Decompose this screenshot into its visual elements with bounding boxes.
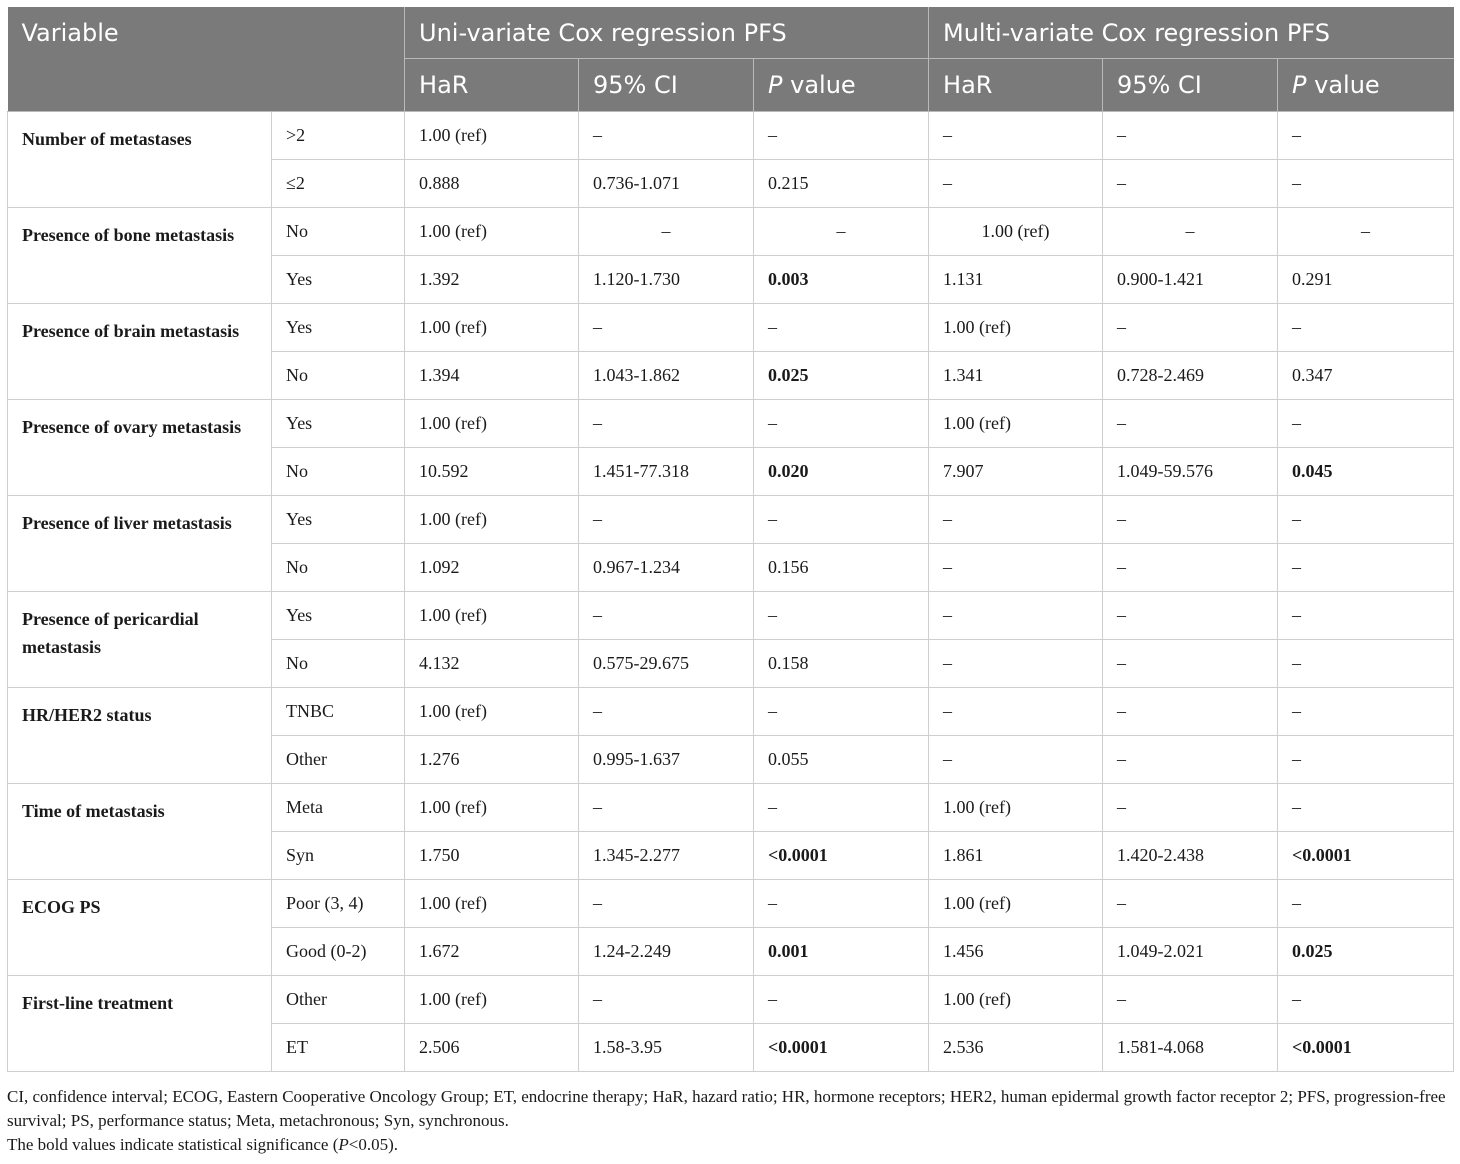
uni-p: – (754, 400, 929, 448)
multi-har: – (929, 160, 1103, 208)
multi-p: – (1278, 736, 1454, 784)
uni-ci: – (579, 112, 754, 160)
variable-name: Presence of ovary metastasis (8, 400, 272, 496)
uni-ci: – (579, 880, 754, 928)
multi-ci: – (1103, 304, 1278, 352)
uni-har: 1.00 (ref) (405, 496, 579, 544)
category: Yes (272, 400, 405, 448)
uni-har: 1.672 (405, 928, 579, 976)
multi-har: 7.907 (929, 448, 1103, 496)
multi-har: 1.00 (ref) (929, 400, 1103, 448)
multi-ci: – (1103, 208, 1278, 256)
multi-har: – (929, 592, 1103, 640)
multi-ci: – (1103, 112, 1278, 160)
uni-p: – (754, 208, 929, 256)
multi-p: – (1278, 976, 1454, 1024)
uni-har: 1.394 (405, 352, 579, 400)
multi-ci: 1.420-2.438 (1103, 832, 1278, 880)
variable-name: Time of metastasis (8, 784, 272, 880)
uni-har: 1.00 (ref) (405, 688, 579, 736)
uni-har: 1.00 (ref) (405, 304, 579, 352)
variable-name: Presence of liver metastasis (8, 496, 272, 592)
category: ET (272, 1024, 405, 1072)
multi-p: 0.291 (1278, 256, 1454, 304)
multi-ci: 0.728-2.469 (1103, 352, 1278, 400)
variable-name: Presence of bone metastasis (8, 208, 272, 304)
category: Meta (272, 784, 405, 832)
table-row (8, 208, 1454, 256)
table-row (8, 592, 1454, 640)
uni-p: 0.156 (754, 544, 929, 592)
footnote-abbreviations: CI, confidence interval; ECOG, Eastern Cooperative Oncology Group; ET, endocrine therapy; HaR, hazard ratio; HR, hormone receptors; HER2, human epidermal growth factor receptor 2; PFS, progression-free survival; PS, performance status; Meta, metachronous; Syn, synchronous. (7, 1087, 1446, 1130)
multi-har: 1.861 (929, 832, 1103, 880)
variable-name: Number of metastases (8, 112, 272, 208)
category: ≤2 (272, 160, 405, 208)
category: Yes (272, 256, 405, 304)
uni-har: 10.592 (405, 448, 579, 496)
uni-p: 0.003 (754, 256, 929, 304)
uni-ci: 1.120-1.730 (579, 256, 754, 304)
variable-name: ECOG PS (8, 880, 272, 976)
multi-ci: – (1103, 496, 1278, 544)
multi-har: 1.00 (ref) (929, 976, 1103, 1024)
uni-p: – (754, 880, 929, 928)
uni-p: – (754, 784, 929, 832)
category: Syn (272, 832, 405, 880)
uni-ci: – (579, 304, 754, 352)
table-row (8, 400, 1454, 448)
multi-har: 1.00 (ref) (929, 880, 1103, 928)
category: Yes (272, 496, 405, 544)
uni-ci: – (579, 784, 754, 832)
uni-har: 0.888 (405, 160, 579, 208)
multi-ci: – (1103, 784, 1278, 832)
table-row (8, 688, 1454, 736)
table-row (8, 880, 1454, 928)
uni-p: – (754, 112, 929, 160)
multi-p: – (1278, 544, 1454, 592)
table-row (8, 496, 1454, 544)
uni-har: 2.506 (405, 1024, 579, 1072)
uni-p: 0.001 (754, 928, 929, 976)
multi-ci: – (1103, 400, 1278, 448)
multi-har: – (929, 496, 1103, 544)
multi-har: – (929, 640, 1103, 688)
multi-p: – (1278, 688, 1454, 736)
uni-har: 1.00 (ref) (405, 208, 579, 256)
category: Other (272, 976, 405, 1024)
uni-p: – (754, 976, 929, 1024)
multi-p: – (1278, 112, 1454, 160)
uni-p: 0.215 (754, 160, 929, 208)
results-table-container (7, 7, 1453, 1072)
multi-ci: 1.049-2.021 (1103, 928, 1278, 976)
uni-p: – (754, 304, 929, 352)
multi-ci: – (1103, 736, 1278, 784)
uni-ci: 0.967-1.234 (579, 544, 754, 592)
uni-ci: – (579, 208, 754, 256)
cox-regression-table (7, 7, 1454, 1072)
category: Poor (3, 4) (272, 880, 405, 928)
uni-ci: – (579, 496, 754, 544)
category: Good (0-2) (272, 928, 405, 976)
multi-har: 1.456 (929, 928, 1103, 976)
uni-p: – (754, 592, 929, 640)
variable-name: First-line treatment (8, 976, 272, 1072)
multi-ci: – (1103, 544, 1278, 592)
category: No (272, 208, 405, 256)
multi-ci: 0.900-1.421 (1103, 256, 1278, 304)
header-uni-har: HaR (405, 59, 579, 112)
category: No (272, 544, 405, 592)
table-header (8, 7, 1454, 112)
multi-har: 2.536 (929, 1024, 1103, 1072)
multi-p: <0.0001 (1278, 1024, 1454, 1072)
uni-har: 1.392 (405, 256, 579, 304)
multi-har: 1.00 (ref) (929, 784, 1103, 832)
uni-ci: 1.451-77.318 (579, 448, 754, 496)
multi-p: – (1278, 208, 1454, 256)
multi-p: – (1278, 496, 1454, 544)
uni-p: <0.0001 (754, 1024, 929, 1072)
category: Yes (272, 304, 405, 352)
uni-p: – (754, 688, 929, 736)
category: >2 (272, 112, 405, 160)
multi-har: – (929, 736, 1103, 784)
uni-p: – (754, 496, 929, 544)
multi-p: – (1278, 400, 1454, 448)
multi-p: – (1278, 640, 1454, 688)
header-p-italic: P (1292, 71, 1307, 99)
table-row (8, 112, 1454, 160)
uni-p: 0.055 (754, 736, 929, 784)
variable-name: HR/HER2 status (8, 688, 272, 784)
multi-p: <0.0001 (1278, 832, 1454, 880)
multi-p: – (1278, 592, 1454, 640)
header-p-rest: value (1306, 71, 1380, 99)
uni-ci: 1.043-1.862 (579, 352, 754, 400)
uni-ci: – (579, 592, 754, 640)
category: TNBC (272, 688, 405, 736)
category: No (272, 448, 405, 496)
multi-har: – (929, 544, 1103, 592)
multi-ci: 1.581-4.068 (1103, 1024, 1278, 1072)
header-variable: Variable (8, 7, 405, 112)
multi-har: – (929, 112, 1103, 160)
multi-ci: – (1103, 880, 1278, 928)
uni-ci: – (579, 400, 754, 448)
multi-har: 1.00 (ref) (929, 208, 1103, 256)
uni-har: 1.00 (ref) (405, 592, 579, 640)
header-univariate: Uni-variate Cox regression PFS (405, 7, 929, 59)
table-row (8, 784, 1454, 832)
uni-har: 1.092 (405, 544, 579, 592)
multi-ci: – (1103, 160, 1278, 208)
multi-p: – (1278, 880, 1454, 928)
category: Other (272, 736, 405, 784)
footnote-significance (7, 1133, 1457, 1157)
multi-p: – (1278, 160, 1454, 208)
table-row (8, 976, 1454, 1024)
multi-ci: 1.049-59.576 (1103, 448, 1278, 496)
uni-p: 0.025 (754, 352, 929, 400)
uni-ci: 0.736-1.071 (579, 160, 754, 208)
uni-ci: 1.24-2.249 (579, 928, 754, 976)
multi-p: 0.347 (1278, 352, 1454, 400)
uni-har: 1.00 (ref) (405, 400, 579, 448)
uni-har: 1.00 (ref) (405, 112, 579, 160)
header-uni-ci: 95% CI (579, 59, 754, 112)
uni-p: <0.0001 (754, 832, 929, 880)
footnote-bold-pre: The bold values indicate statistical significance ( (7, 1135, 339, 1154)
uni-p: 0.158 (754, 640, 929, 688)
uni-har: 1.00 (ref) (405, 880, 579, 928)
multi-har: 1.00 (ref) (929, 304, 1103, 352)
multi-ci: – (1103, 640, 1278, 688)
multi-ci: – (1103, 976, 1278, 1024)
table-body (8, 112, 1454, 1072)
header-multi-har: HaR (929, 59, 1103, 112)
header-p-rest: value (782, 71, 856, 99)
uni-har: 4.132 (405, 640, 579, 688)
header-p-italic: P (768, 71, 783, 99)
multi-p: 0.045 (1278, 448, 1454, 496)
category: No (272, 640, 405, 688)
header-multi-ci: 95% CI (1103, 59, 1278, 112)
uni-ci: 1.58-3.95 (579, 1024, 754, 1072)
uni-har: 1.276 (405, 736, 579, 784)
variable-name: Presence of pericardial metastasis (8, 592, 272, 688)
uni-ci: 0.575-29.675 (579, 640, 754, 688)
uni-p: 0.020 (754, 448, 929, 496)
header-uni-p (754, 59, 929, 112)
uni-ci: 1.345-2.277 (579, 832, 754, 880)
uni-har: 1.00 (ref) (405, 976, 579, 1024)
multi-p: – (1278, 304, 1454, 352)
multi-har: 1.341 (929, 352, 1103, 400)
uni-har: 1.750 (405, 832, 579, 880)
table-row (8, 304, 1454, 352)
header-multivariate: Multi-variate Cox regression PFS (929, 7, 1454, 59)
footnote-bold-post: <0.05). (348, 1135, 399, 1154)
multi-ci: – (1103, 592, 1278, 640)
variable-name: Presence of brain metastasis (8, 304, 272, 400)
uni-ci: 0.995-1.637 (579, 736, 754, 784)
multi-har: 1.131 (929, 256, 1103, 304)
uni-ci: – (579, 976, 754, 1024)
uni-har: 1.00 (ref) (405, 784, 579, 832)
header-multi-p (1278, 59, 1454, 112)
multi-p: – (1278, 784, 1454, 832)
multi-ci: – (1103, 688, 1278, 736)
category: No (272, 352, 405, 400)
uni-ci: – (579, 688, 754, 736)
category: Yes (272, 592, 405, 640)
multi-har: – (929, 688, 1103, 736)
footnote-p-italic: P (338, 1135, 349, 1154)
table-footnote (7, 1085, 1457, 1157)
multi-p: 0.025 (1278, 928, 1454, 976)
